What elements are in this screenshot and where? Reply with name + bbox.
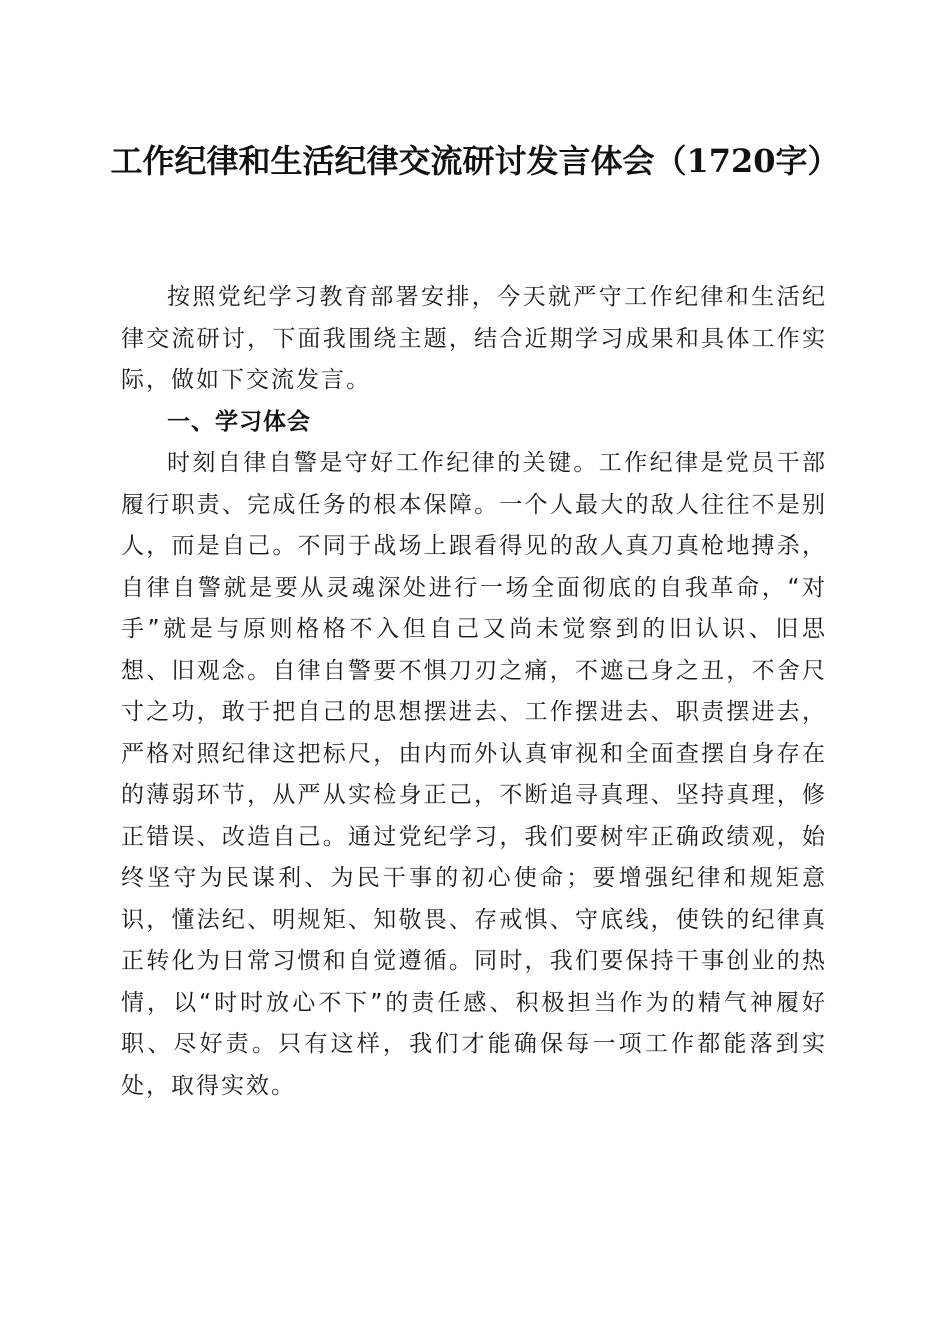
document-title: 工作纪律和生活纪律交流研讨发言体会（1720字）: [110, 142, 840, 180]
body-paragraph: 时刻自律自警是守好工作纪律的关键。工作纪律是党员干部履行职责、完成任务的根本保障。一个人最大的敌人往往不是别人，而是自己。不同于战场上跟看得见的敌人真刀真枪地搏杀，自律自警就是要从灵魂深处进行一场全面彻底的自我革命，“对手”就是与原则格格不入但自己又尚未觉察到的旧认识、旧思想、旧观念。自律自警要不惧刀刃之痛，不遮己身之丑，不舍尺寸之功，敢于把自己的思想摆进去、工作摆进去、职责摆进去，严格对照纪律这把标尺，由内而外认真审视和全面查摆自身存在的薄弱环节，从严从实检身正己，不断追寻真理、坚持真理，修正错误、改造自己。通过党纪学习，我们要树牢正确政绩观，始终坚守为民谋利、为民干事的初心使命；要增强纪律和规矩意识，懂法纪、明规矩、知敬畏、存戒惧、守底线，使铁的纪律真正转化为日常习惯和自觉遵循。同时，我们要保持干事创业的热情，以“时时放心不下”的责任感、积极担当作为的精气神履好职、尽好责。只有这样，我们才能确保每一项工作都能落到实处，取得实效。: [121, 450, 827, 1099]
intro-paragraph: 按照党纪学习教育部署安排，今天就严守工作纪律和生活纪律交流研讨，下面我围绕主题，结合近期学习成果和具体工作实际，做如下交流发言。: [121, 284, 827, 393]
document-body: [121, 277, 827, 1107]
section-heading: 一、学习体会: [167, 408, 311, 435]
